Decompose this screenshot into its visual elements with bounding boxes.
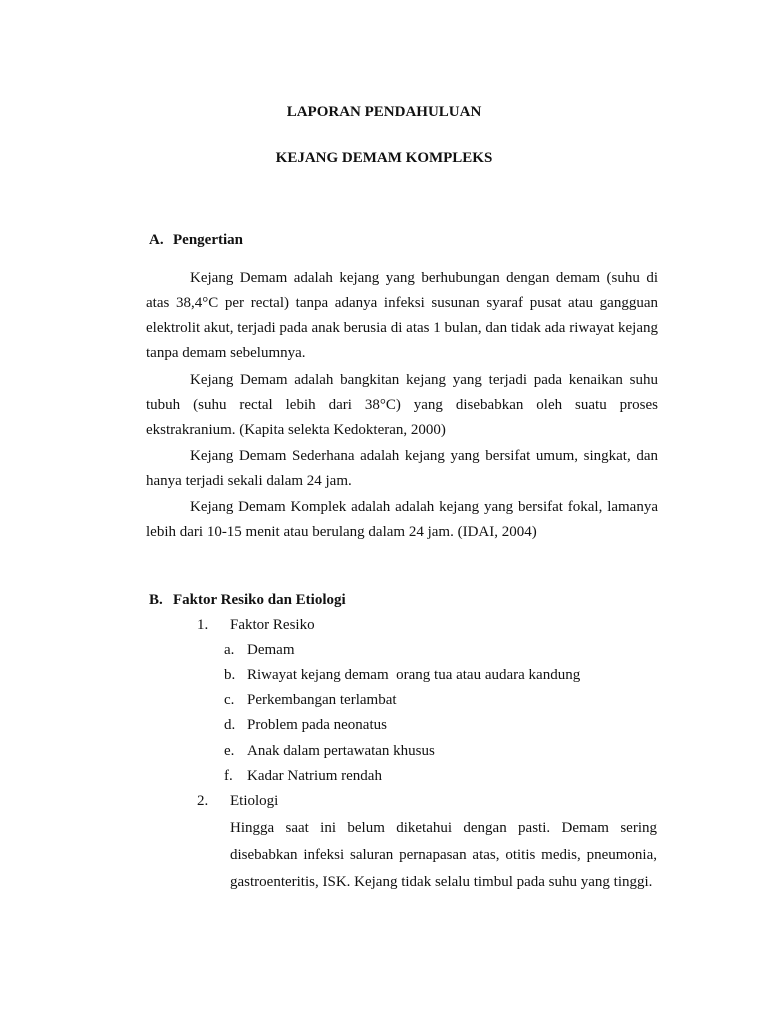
section-a-paragraph-3: Kejang Demam Sederhana adalah kejang yang bersifat umum, singkat, dan hanya terjadi sekali dalam 24 jam. <box>146 448 658 489</box>
document-subtitle: KEJANG DEMAM KOMPLEKS <box>275 150 493 166</box>
section-a-marker: A. <box>149 232 164 248</box>
section-b-marker: B. <box>149 592 163 608</box>
sublist-item <box>224 766 382 786</box>
list-item-etiologi <box>197 791 278 811</box>
list-number: 1. <box>197 617 209 633</box>
sublist-text: Anak dalam pertawatan khusus <box>247 743 435 759</box>
list-number: 2. <box>197 793 209 809</box>
sublist-letter: a. <box>224 642 235 658</box>
sublist-item <box>224 715 387 735</box>
sublist-text: Kadar Natrium rendah <box>247 768 382 784</box>
sublist-letter: c. <box>224 692 235 708</box>
sublist-letter: b. <box>224 667 236 683</box>
sublist-text: Riwayat kejang demam orang tua atau audara kandung <box>247 667 581 683</box>
section-b-title: Faktor Resiko dan Etiologi <box>173 592 346 608</box>
sublist-letter: f. <box>224 768 233 784</box>
sublist-item <box>224 640 294 660</box>
sublist-letter: e. <box>224 743 235 759</box>
etiologi-paragraph: Hingga saat ini belum diketahui dengan pasti. Demam sering disebabkan infeksi saluran pernapasan atas, otitis medis, pneumonia, gastroenteritis, ISK. Kejang tidak selalu timbul pada suhu yang tinggi. <box>230 820 657 890</box>
list-label: Etiologi <box>230 793 279 809</box>
sublist-letter: d. <box>224 717 236 733</box>
section-a-heading <box>149 230 243 250</box>
sublist-text: Problem pada neonatus <box>247 717 387 733</box>
sublist-text: Demam <box>247 642 295 658</box>
list-label: Faktor Resiko <box>230 617 315 633</box>
sublist-item <box>224 665 580 685</box>
document-title: LAPORAN PENDAHULUAN <box>286 104 482 120</box>
sublist-text: Perkembangan terlambat <box>247 692 397 708</box>
section-b-heading <box>149 590 346 610</box>
sublist-item <box>224 741 435 761</box>
section-a-paragraph-1: Kejang Demam adalah kejang yang berhubungan dengan demam (suhu di atas 38,4°C per rectal) tanpa adanya infeksi susunan syaraf pusat atau gangguan elektrolit akut, terjadi pada anak berusia di atas 1 bulan, dan tidak ada riwayat kejang tanpa demam sebelumnya. <box>146 270 658 361</box>
section-a-title: Pengertian <box>173 232 243 248</box>
sublist-item <box>224 690 397 710</box>
section-a-paragraph-2: Kejang Demam adalah bangkitan kejang yang terjadi pada kenaikan suhu tubuh (suhu rectal lebih dari 38°C) yang disebabkan oleh suatu proses ekstrakranium. (Kapita selekta Kedokteran, 2000) <box>146 372 658 438</box>
list-item-faktor-resiko <box>197 615 315 635</box>
section-a-paragraph-4: Kejang Demam Komplek adalah adalah kejang yang bersifat fokal, lamanya lebih dari 10-15 menit atau berulang dalam 24 jam. (IDAI, 2004) <box>146 499 658 540</box>
